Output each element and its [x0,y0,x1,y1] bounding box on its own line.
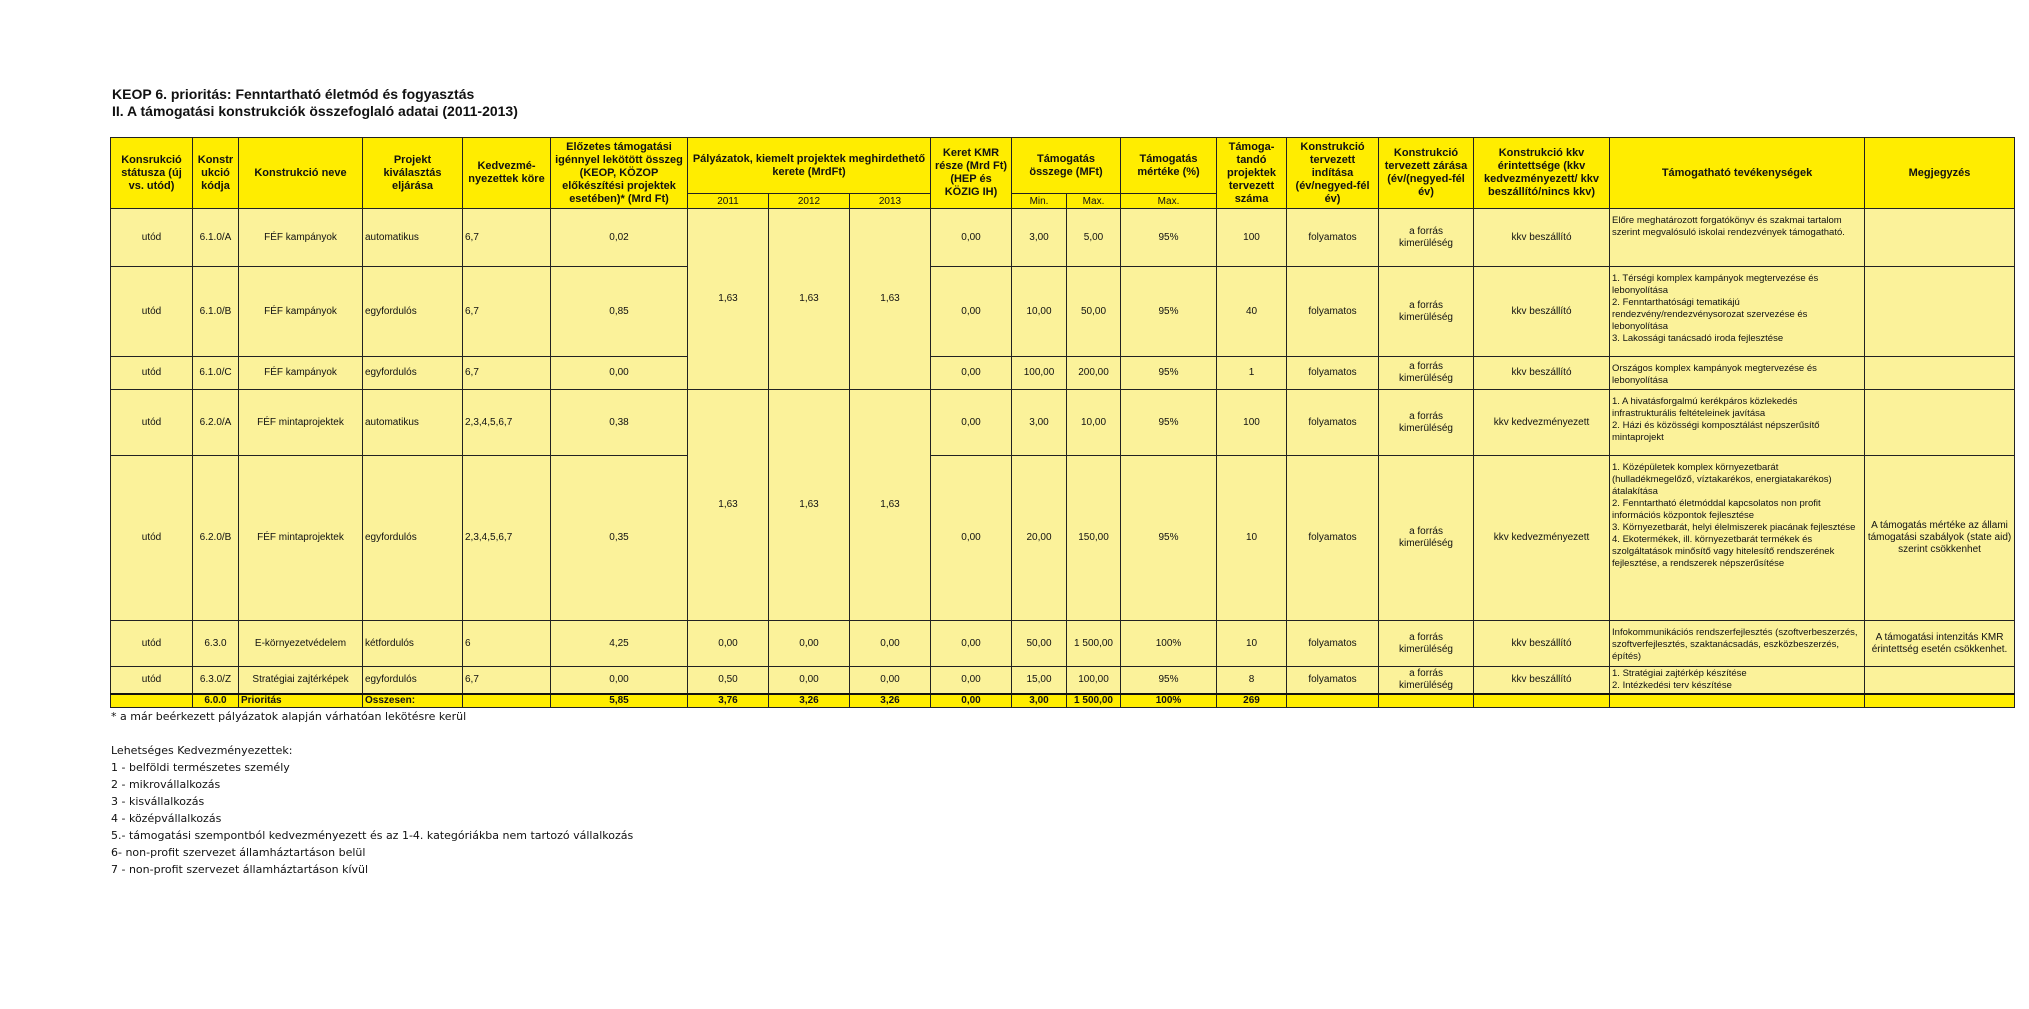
table-row [111,209,2015,267]
cell-group1-2011: 1,63 [688,209,769,390]
sum-procedure: Összesen: [363,694,463,708]
sum-min: 3,00 [1012,694,1067,708]
cell-kmr: 0,00 [931,357,1012,390]
cell-procedure: automatikus [363,209,463,267]
cell-beneficiaries: 2,3,4,5,6,7 [463,390,551,456]
cell-procedure: egyfordulós [363,267,463,357]
cell-rate: 95% [1121,209,1217,267]
construction-table [110,137,2015,708]
col-rate-max-header: Max. [1121,194,1217,209]
cell-launch: folyamatos [1287,456,1379,621]
cell-min: 100,00 [1012,357,1067,390]
col-max-header: Max. [1067,194,1121,209]
cell-rate: 100% [1121,621,1217,667]
cell-launch: folyamatos [1287,621,1379,667]
cell-projects: 8 [1217,667,1287,695]
col-2012-header: 2012 [769,194,850,209]
cell-close: a forrás kimerüléség [1379,357,1474,390]
table-row [111,267,2015,357]
cell-activities: Országos komplex kampányok megtervezése és lebonyolítása [1610,357,1865,390]
sum-prior: 5,85 [551,694,688,708]
cell-min: 3,00 [1012,390,1067,456]
cell-kmr: 0,00 [931,209,1012,267]
cell-activities: 1. Középületek komplex környezetbarát (hulladékmegelőző, víztakarékos, energiatakarékos) átalakítása 2. Fenntartható életmóddal kapcsolatos non profit információs központok fejlesztése 3. Környezetbarát, helyi élelmiszerek piacának fejlesztése 4. Ekotermékek, ill. környezetbarát termékek és szolgáltatások minősítő vagy hitelesítő rendszerének fejlesztése, a rendszerek népszerűsítése [1610,456,1865,621]
beneficiary-item: 5.- támogatási szempontból kedvezményezett és az 1-4. kategóriákba nem tartozó vállalkozás [111,829,634,842]
cell-status: utód [111,390,193,456]
sum-status [111,694,193,708]
sum-projects: 269 [1217,694,1287,708]
cell-beneficiaries: 6,7 [463,267,551,357]
beneficiary-item: 6- non-profit szervezet államháztartáson belül [111,846,366,859]
cell-close: a forrás kimerüléség [1379,621,1474,667]
cell-sme: kkv kedvezményezett [1474,456,1610,621]
cell-code: 6.3.0/Z [193,667,239,695]
cell-prior: 0,85 [551,267,688,357]
cell-procedure: egyfordulós [363,667,463,695]
cell-beneficiaries: 6,7 [463,667,551,695]
cell-code: 6.1.0/B [193,267,239,357]
cell-launch: folyamatos [1287,209,1379,267]
beneficiary-item: 4 - középvállalkozás [111,812,222,825]
cell-launch: folyamatos [1287,667,1379,695]
cell-launch: folyamatos [1287,390,1379,456]
cell-beneficiaries: 6,7 [463,357,551,390]
cell-procedure: kétfordulós [363,621,463,667]
cell-max: 100,00 [1067,667,1121,695]
sum-code: 6.0.0 [193,694,239,708]
cell-group2-2011: 1,63 [688,390,769,621]
cell-activities: Előre meghatározott forgatókönyv és szakmai tartalom szerint megvalósuló iskolai rendezvények támogatható. [1610,209,1865,267]
cell-remarks [1865,267,2015,357]
col-amount-header: Támogatás összege (MFt) [1012,138,1121,194]
sum-rate: 100% [1121,694,1217,708]
col-sme-header: Konstrukció kkv érintettsége (kkv kedvezményezett/ kkv beszállító/nincs kkv) [1474,138,1610,209]
cell-activities: Infokommunikációs rendszerfejlesztés (szoftverbeszerzés, szoftverfejlesztés, szaktanácsadás, eszközbeszerzés, építés) [1610,621,1865,667]
notes-section [111,708,633,878]
col-rate-header: Támogatás mértéke (%) [1121,138,1217,194]
cell-group2-2012: 1,63 [769,390,850,621]
cell-name: FÉF mintaprojektek [239,390,363,456]
title-line-2: II. A támogatási konstrukciók összefoglaló adatai (2011-2013) [112,103,518,119]
table-row [111,390,2015,456]
cell-activities: 1. Térségi komplex kampányok megtervezése és lebonyolítása 2. Fenntarthatósági tematikájú rendezvény/rendezvénysorozat szervezése és lebonyolítása 3. Lakossági tanácsadó iroda fejlesztése [1610,267,1865,357]
col-2013-header: 2013 [850,194,931,209]
sum-close [1379,694,1474,708]
col-beneficiaries-header: Kedvezmé- nyezettek köre [463,138,551,209]
cell-rate: 95% [1121,357,1217,390]
cell-launch: folyamatos [1287,357,1379,390]
sum-kmr: 0,00 [931,694,1012,708]
table-row [111,357,2015,390]
col-prior-header: Előzetes támogatási igénnyel lekötött összeg (KEOP, KÖZOP előkészítési projektek esetében)* (Mrd Ft) [551,138,688,209]
cell-kmr: 0,00 [931,390,1012,456]
cell-projects: 100 [1217,209,1287,267]
col-min-header: Min. [1012,194,1067,209]
cell-max: 1 500,00 [1067,621,1121,667]
cell-max: 50,00 [1067,267,1121,357]
cell-remarks [1865,209,2015,267]
col-close-header: Konstrukció tervezett zárása (év/(negyed-fél év) [1379,138,1474,209]
cell-min: 50,00 [1012,621,1067,667]
cell-projects: 40 [1217,267,1287,357]
cell-2011: 0,50 [688,667,769,695]
cell-projects: 10 [1217,621,1287,667]
cell-rate: 95% [1121,390,1217,456]
col-calls-header: Pályázatok, kiemelt projektek meghirdethető kerete (MrdFt) [688,138,931,194]
beneficiary-item: 1 - belföldi természetes személy [111,761,290,774]
sum-name: Prioritás [239,694,363,708]
cell-activities: 1. A hivatásforgalmú kerékpáros közlekedés infrastrukturális feltételeinek javítása 2. Házi és közösségi komposztálást népszerűsítő mintaprojekt [1610,390,1865,456]
cell-max: 5,00 [1067,209,1121,267]
cell-beneficiaries: 6 [463,621,551,667]
cell-prior: 0,38 [551,390,688,456]
cell-2013: 0,00 [850,621,931,667]
cell-close: a forrás kimerüléség [1379,667,1474,695]
cell-close: a forrás kimerüléség [1379,390,1474,456]
col-remarks-header: Megjegyzés [1865,138,2015,209]
cell-prior: 4,25 [551,621,688,667]
col-procedure-header: Projekt kiválasztás eljárása [363,138,463,209]
col-code-header: Konstr ukció kódja [193,138,239,209]
summary-row [111,694,2015,708]
cell-status: utód [111,621,193,667]
col-name-header: Konstrukció neve [239,138,363,209]
cell-projects: 100 [1217,390,1287,456]
cell-close: a forrás kimerüléség [1379,456,1474,621]
col-launch-header: Konstrukció tervezett indítása (év/negyed-fél év) [1287,138,1379,209]
cell-code: 6.2.0/B [193,456,239,621]
table-row [111,667,2015,695]
cell-remarks: A támogatás mértéke az állami támogatási szabályok (state aid) szerint csökkenhet [1865,456,2015,621]
cell-name: FÉF kampányok [239,357,363,390]
beneficiary-item: 7 - non-profit szervezet államháztartáson kívül [111,863,369,876]
cell-projects: 10 [1217,456,1287,621]
cell-kmr: 0,00 [931,667,1012,695]
col-activities-header: Támogatható tevékenységek [1610,138,1865,209]
beneficiary-item: 3 - kisvállalkozás [111,795,205,808]
cell-procedure: egyfordulós [363,357,463,390]
cell-rate: 95% [1121,456,1217,621]
cell-name: FÉF mintaprojektek [239,456,363,621]
cell-prior: 0,35 [551,456,688,621]
cell-prior: 0,00 [551,357,688,390]
cell-kmr: 0,00 [931,456,1012,621]
cell-sme: kkv beszállító [1474,209,1610,267]
cell-code: 6.2.0/A [193,390,239,456]
cell-procedure: egyfordulós [363,456,463,621]
cell-status: utód [111,357,193,390]
cell-remarks [1865,667,2015,695]
table-row [111,621,2015,667]
sum-activities [1610,694,1865,708]
cell-sme: kkv beszállító [1474,267,1610,357]
sum-2013: 3,26 [850,694,931,708]
cell-2012: 0,00 [769,621,850,667]
sum-2011: 3,76 [688,694,769,708]
cell-max: 150,00 [1067,456,1121,621]
cell-projects: 1 [1217,357,1287,390]
cell-procedure: automatikus [363,390,463,456]
cell-close: a forrás kimerüléség [1379,209,1474,267]
cell-sme: kkv beszállító [1474,667,1610,695]
cell-min: 20,00 [1012,456,1067,621]
sum-remarks [1865,694,2015,708]
cell-beneficiaries: 2,3,4,5,6,7 [463,456,551,621]
col-kmr-header: Keret KMR része (Mrd Ft) (HEP és KÖZIG IH) [931,138,1012,209]
cell-status: utód [111,667,193,695]
cell-kmr: 0,00 [931,267,1012,357]
cell-name: Stratégiai zajtérképek [239,667,363,695]
cell-rate: 95% [1121,267,1217,357]
sum-beneficiaries [463,694,551,708]
footnote: * a már beérkezett pályázatok alapján várhatóan lekötésre kerül [111,710,467,723]
cell-rate: 95% [1121,667,1217,695]
table-row [111,456,2015,621]
cell-beneficiaries: 6,7 [463,209,551,267]
cell-prior: 0,02 [551,209,688,267]
cell-sme: kkv kedvezményezett [1474,390,1610,456]
cell-code: 6.1.0/A [193,209,239,267]
cell-group2-2013: 1,63 [850,390,931,621]
sum-2012: 3,26 [769,694,850,708]
cell-code: 6.3.0 [193,621,239,667]
cell-min: 15,00 [1012,667,1067,695]
title-line-1: KEOP 6. prioritás: Fenntartható életmód és fogyasztás [112,86,475,102]
sum-sme [1474,694,1610,708]
header-row [111,138,2015,194]
cell-2012: 0,00 [769,667,850,695]
cell-sme: kkv beszállító [1474,357,1610,390]
cell-status: utód [111,267,193,357]
cell-name: FÉF kampányok [239,267,363,357]
cell-2011: 0,00 [688,621,769,667]
beneficiary-item: 2 - mikrovállalkozás [111,778,221,791]
cell-status: utód [111,209,193,267]
col-status-header: Konsrukció státusza (új vs. utód) [111,138,193,209]
cell-name: E-környezetvédelem [239,621,363,667]
cell-name: FÉF kampányok [239,209,363,267]
cell-2013: 0,00 [850,667,931,695]
cell-kmr: 0,00 [931,621,1012,667]
cell-sme: kkv beszállító [1474,621,1610,667]
cell-status: utód [111,456,193,621]
sum-max: 1 500,00 [1067,694,1121,708]
cell-prior: 0,00 [551,667,688,695]
document-title [112,86,518,120]
cell-activities: 1. Stratégiai zajtérkép készítése 2. Intézkedési terv készítése [1610,667,1865,695]
sum-launch [1287,694,1379,708]
cell-remarks: A támogatási intenzitás KMR érintettség esetén csökkenhet. [1865,621,2015,667]
beneficiaries-heading: Lehetséges Kedvezményezettek: [111,744,293,757]
cell-code: 6.1.0/C [193,357,239,390]
col-projects-header: Támoga- tandó projektek tervezett száma [1217,138,1287,209]
cell-max: 200,00 [1067,357,1121,390]
cell-min: 10,00 [1012,267,1067,357]
cell-close: a forrás kimerüléség [1379,267,1474,357]
col-2011-header: 2011 [688,194,769,209]
cell-group1-2013: 1,63 [850,209,931,390]
cell-remarks [1865,357,2015,390]
cell-min: 3,00 [1012,209,1067,267]
cell-max: 10,00 [1067,390,1121,456]
cell-launch: folyamatos [1287,267,1379,357]
cell-group1-2012: 1,63 [769,209,850,390]
cell-remarks [1865,390,2015,456]
